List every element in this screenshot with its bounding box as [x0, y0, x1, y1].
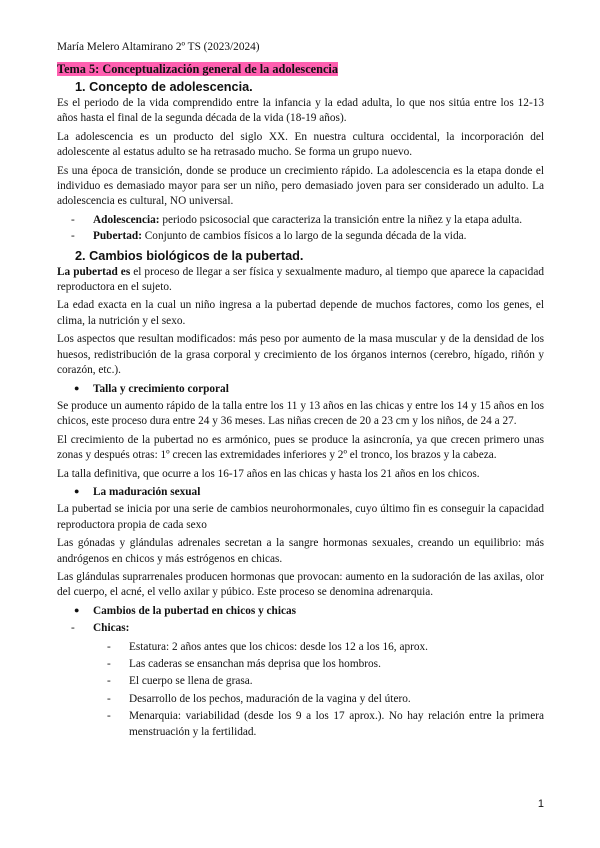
page-header: María Melero Altamirano 2º TS (2023/2024): [57, 41, 260, 53]
paragraph: Es el periodo de la vida comprendido entre la infancia y la edad adulta, lo que nos sitúa entre los 12-13 años hasta el final de la segunda década de la vida (18-19 años).: [57, 97, 544, 125]
paragraph: La pubertad es el proceso de llegar a ser física y sexualmente maduro, al tiempo que aparece la capacidad reproductora en el sujeto.: [57, 265, 544, 294]
changes-list: [57, 621, 544, 636]
paragraph: Es una época de transición, donde se produce un crecimiento rápido. La adolescencia es la etapa donde el individuo es demasiado mayor para ser un niño, pero demasiado joven para ser considerado un adulto. La adolescencia es cultural, NO universal.: [57, 164, 544, 208]
section-2-heading: 2. Cambios biológicos de la pubertad.: [75, 248, 304, 263]
definition-text: periodo psicosocial que caracteriza la transición entre la niñez y la etapa adulta.: [159, 213, 523, 226]
paragraph: El crecimiento de la pubertad no es armónico, pues se produce la asincronía, ya que crecen primero unas zonas y después otras: 1º crecen las extremidades inferiores y 2º el tronco, los brazos y la cabeza.: [57, 433, 544, 462]
list-item: - El cuerpo se llena de grasa.: [93, 674, 544, 689]
paragraph: Las glándulas suprarrenales producen hormonas que provocan: aumento en la sudoración de las axilas, olor del cuerpo, el acné, el vello axilar y púbico. Este proceso se denomina adrenarquia.: [57, 570, 544, 599]
definition-term: Adolescencia:: [93, 213, 160, 226]
bullet-heading: ● Talla y crecimiento corporal: [57, 382, 544, 397]
bullet-heading: ● La maduración sexual: [57, 485, 544, 500]
girls-list: [57, 640, 544, 740]
definition-item: [57, 229, 544, 244]
paragraph: La talla definitiva, que ocurre a los 16-17 años en las chicas y hasta los 21 años en los chicos.: [57, 467, 480, 480]
topic-title: Tema 5: Conceptualización general de la adolescencia: [57, 62, 338, 76]
page-number: 1: [537, 798, 544, 810]
paragraph: La edad exacta en la cual un niño ingresa a la pubertad depende de muchos factores, como los genes, el clima, la nutrición y el sexo.: [57, 299, 544, 327]
definition-text: Conjunto de cambios físicos a lo largo de la segunda década de la vida.: [141, 230, 467, 243]
definition-term: Pubertad:: [93, 230, 142, 243]
section-1-heading: 1. Concepto de adolescencia.: [75, 80, 253, 94]
bullet-heading: ● Cambios de la pubertad en chicos y chicas: [57, 604, 544, 619]
list-item: - Desarrollo de los pechos, maduración de la vagina y del útero.: [93, 692, 544, 707]
paragraph: La adolescencia es un producto del siglo XX. En nuestra cultura occidental, la incorporación del adolescente al estatus adulto se ha retrasado mucho. Se forma un grupo nuevo.: [57, 130, 544, 159]
bold-lead: La pubertad es: [57, 265, 131, 278]
paragraph: Se produce un aumento rápido de la talla entre los 11 y 13 años en las chicas y entre los 14 y 15 años en los chicos, este proceso dura entre 24 y 36 meses. Las niñas crecen de 20 a 23 cm y los niños, de 24 a 27.: [57, 399, 544, 428]
list-item: - Estatura: 2 años antes que los chicos: desde los 12 a los 16, aprox.: [93, 640, 544, 655]
definition-item: [57, 213, 544, 228]
girls-label: Chicas:: [93, 622, 130, 635]
paragraph: Las gónadas y glándulas adrenales secretan a la sangre hormonas sexuales, creando un equilibrio: más andrógenos en chicos y más estrógenos en chicas.: [57, 537, 544, 565]
document-page: [57, 40, 544, 742]
girls-group: [57, 621, 544, 636]
definition-list: [57, 213, 544, 245]
paragraph: Los aspectos que resultan modificados: más peso por aumento de la masa muscular y de la densidad de los huesos, redistribución de la grasa corporal y crecimiento de los órganos internos (cerebro, hígado, riñón y corazón, etc.).: [57, 333, 544, 377]
list-item: - Menarquia: variabilidad (desde los 9 a los 17 aprox.). No hay relación entre la primera menstruación y la fertilidad.: [93, 709, 544, 740]
list-item: - Las caderas se ensanchan más deprisa que los hombros.: [93, 657, 544, 672]
paragraph: La pubertad se inicia por una serie de cambios neurohormonales, cuyo último fin es conseguir la capacidad reproductora propia de cada sexo: [57, 503, 544, 531]
